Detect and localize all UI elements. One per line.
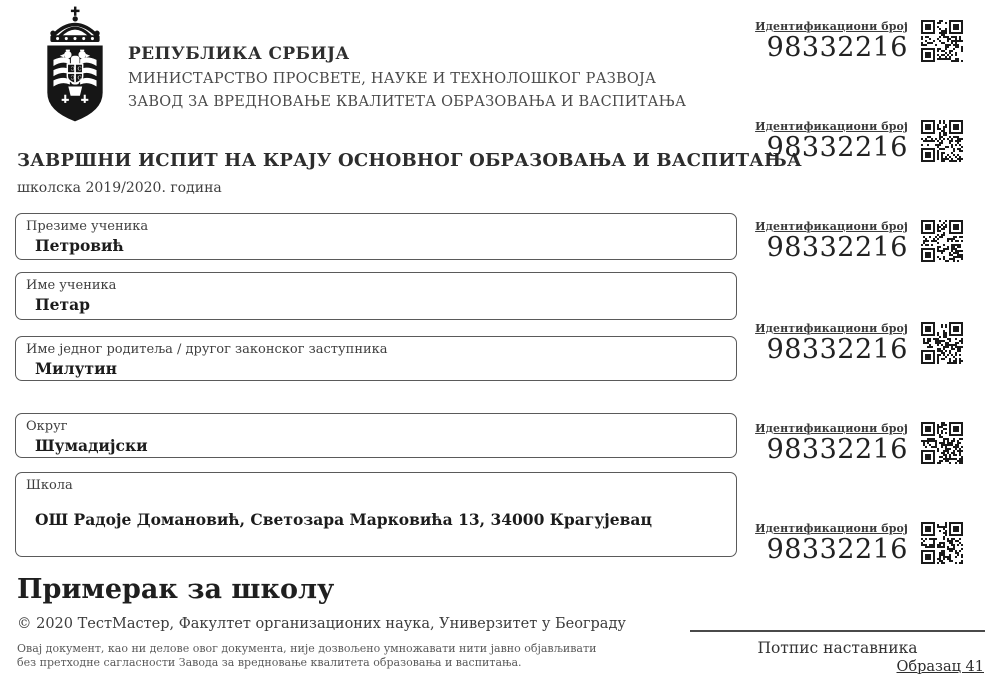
svg-text:C: C	[77, 66, 82, 73]
copyright-line: © 2020 ТестМастер, Факултет организационих наука, Универзитет у Београду	[17, 616, 626, 632]
id-number-block	[755, 120, 986, 163]
id-number-texts	[755, 422, 908, 465]
svg-text:Ɔ: Ɔ	[70, 66, 75, 73]
copy-type-heading: Примерак за школу	[17, 574, 335, 605]
field-value: ОШ Радоје Домановић, Светозара Марковића 13, 34000 Крагујевац	[35, 510, 652, 529]
id-number-block	[755, 322, 986, 365]
id-number-label: Идентификациони број	[755, 120, 908, 133]
disclaimer-line-2: без претходне сагласности Завода за вредновање квалитета образовања и васпитања.	[17, 655, 522, 669]
id-number-texts	[755, 220, 908, 263]
qr-code	[921, 422, 963, 464]
id-number-label: Идентификациони број	[755, 422, 908, 435]
field-label: Име ученика	[26, 278, 117, 293]
svg-text:Ɔ: Ɔ	[70, 75, 75, 82]
disclaimer-line-1: Овај документ, као ни делове овог документа, није дозвољено умножавати нити јавно објављивати	[17, 642, 597, 655]
field-district	[15, 413, 737, 458]
field-label: Школа	[26, 478, 73, 493]
field-student-name	[15, 272, 737, 320]
field-parent-name	[15, 336, 737, 381]
field-value: Милутин	[35, 359, 117, 378]
id-number-block	[755, 522, 986, 565]
id-number-value: 98332216	[766, 334, 908, 365]
serbia-coat-of-arms-icon	[34, 6, 116, 124]
id-number-label: Идентификациони број	[755, 322, 908, 335]
id-number-texts	[755, 20, 908, 63]
institute-name: ЗАВОД ЗА ВРЕДНОВАЊЕ КВАЛИТЕТА ОБРАЗОВАЊА И ВАСПИТАЊА	[128, 94, 687, 110]
id-number-texts	[755, 120, 908, 163]
id-number-label: Идентификациони број	[755, 522, 908, 535]
school-year: школска 2019/2020. година	[17, 180, 222, 196]
field-school	[15, 472, 737, 557]
id-number-label: Идентификациони број	[755, 20, 908, 33]
id-number-value: 98332216	[766, 232, 908, 263]
field-label: Презиме ученика	[26, 219, 149, 234]
field-value: Петар	[35, 295, 90, 314]
republic-name: РЕПУБЛИКА СРБИЈА	[128, 44, 350, 64]
id-number-texts	[755, 522, 908, 565]
qr-code	[921, 120, 963, 162]
signature-label: Потпис наставника	[757, 639, 918, 657]
id-number-label: Идентификациони број	[755, 220, 908, 233]
id-number-block	[755, 20, 986, 63]
id-number-value: 98332216	[766, 534, 908, 565]
qr-code	[921, 220, 963, 262]
qr-code	[921, 522, 963, 564]
qr-code	[921, 20, 963, 62]
id-number-value: 98332216	[766, 132, 908, 163]
id-number-texts	[755, 322, 908, 365]
id-number-block	[755, 422, 986, 465]
signature-line	[690, 630, 985, 632]
field-student-surname	[15, 213, 737, 260]
id-number-value: 98332216	[766, 32, 908, 63]
id-number-block	[755, 220, 986, 263]
field-label: Име једног родитеља / другог законског заступника	[26, 342, 388, 357]
field-value: Петровић	[35, 236, 124, 255]
svg-text:C: C	[77, 75, 82, 82]
field-value: Шумадијски	[35, 436, 148, 455]
header	[128, 44, 686, 110]
document-title: ЗАВРШНИ ИСПИТ НА КРАЈУ ОСНОВНОГ ОБРАЗОВАЊА И ВАСПИТАЊА	[17, 150, 802, 171]
ministry-name: МИНИСТАРСТВО ПРОСВЕТЕ, НАУКЕ И ТЕХНОЛОШКОГ РАЗВОЈА	[128, 71, 657, 87]
field-label: Округ	[26, 419, 68, 434]
disclaimer-text	[17, 642, 596, 669]
id-number-value: 98332216	[766, 434, 908, 465]
form-number: Образац 41	[896, 659, 984, 675]
qr-code	[921, 322, 963, 364]
